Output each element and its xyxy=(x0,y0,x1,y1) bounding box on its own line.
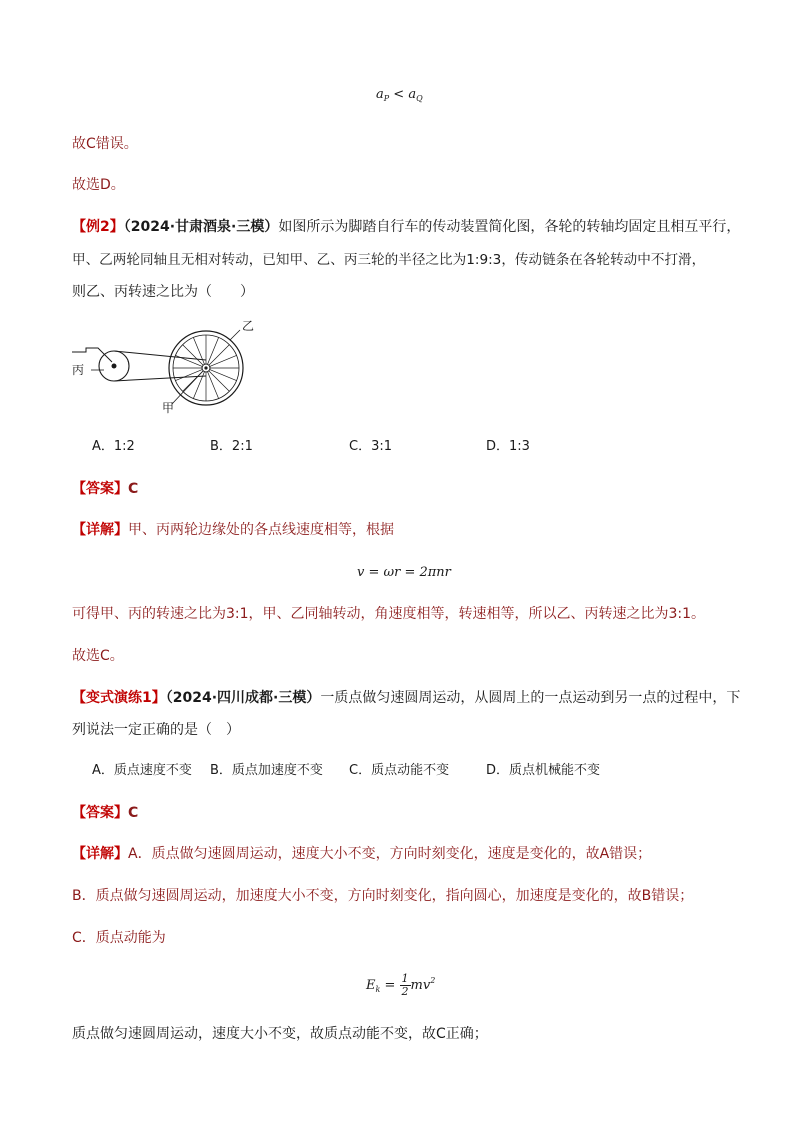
variant-tag: 【变式演练1】 xyxy=(72,690,166,706)
variant1-line1: 【变式演练1】（2024·四川成都·三模）一质点做匀速圆周运动，从圆周上的一点运动到另一点的过程中，下 xyxy=(72,690,741,706)
option-d: D．1:3 xyxy=(486,439,530,454)
example2-detail2: 可得甲、丙的转速之比为3:1，甲、乙同轴转动，角速度相等，转速相等，所以乙、丙转速之比为3:1。 xyxy=(72,606,706,622)
example2-answer: 【答案】C xyxy=(72,481,139,497)
example-tag: 【例2】 xyxy=(72,219,124,235)
example2-conclusion: 故选C。 xyxy=(72,648,124,664)
bicycle-transmission-figure xyxy=(72,318,272,418)
formula-ek: $E_k$ = $\frac{1}{2}$ $mv^2$ xyxy=(366,972,436,998)
variant1-detail-c2: 质点做匀速圆周运动，速度大小不变，故质点动能不变，故C正确； xyxy=(72,1026,488,1042)
example2-line1: 【例2】（2024·甘肃酒泉·三模）如图所示为脚踏自行车的传动装置简化图，各轮的转轴均固定且相互平行， xyxy=(72,219,741,235)
formula-ap-lt-aq: $a_P < a_Q$ xyxy=(376,87,423,103)
label-jia: 甲 xyxy=(162,401,175,415)
variant1-detail-a: 【详解】A．质点做匀速圆周运动，速度大小不变，方向时刻变化，速度是变化的，故A错误； xyxy=(72,846,652,862)
formula-v: v = ωr = 2πnr xyxy=(357,565,451,580)
variant-option-a: A．质点速度不变 xyxy=(92,763,192,778)
variant-option-b: B．质点加速度不变 xyxy=(210,763,323,778)
label-bing: 丙 xyxy=(72,363,85,377)
variant-option-c: C．质点动能不变 xyxy=(349,763,450,778)
option-a: A．1:2 xyxy=(92,439,135,454)
example2-detail: 【详解】甲、丙两轮边缘处的各点线速度相等，根据 xyxy=(72,522,394,538)
line-c-wrong: 故C错误。 xyxy=(72,136,138,152)
variant-source: （2024·四川成都·三模） xyxy=(165,690,321,706)
option-c: C．3:1 xyxy=(349,439,392,454)
variant1-line2: 列说法一定正确的是（ ） xyxy=(72,722,240,738)
example-source: （2024·甘肃酒泉·三模） xyxy=(123,219,279,235)
example2-line3: 则乙、丙转速之比为（ ） xyxy=(72,284,254,300)
variant-option-d: D．质点机械能不变 xyxy=(486,763,601,778)
variant1-answer: 【答案】C xyxy=(72,805,139,821)
variant1-detail-c: C．质点动能为 xyxy=(72,930,166,946)
example2-line2: 甲、乙两轮同轴且无相对转动，已知甲、乙、丙三轮的半径之比为1:9:3，传动链条在各轮转动中不打滑， xyxy=(72,252,706,268)
line-choose-d: 故选D。 xyxy=(72,177,125,193)
variant1-detail-b: B．质点做匀速圆周运动，加速度大小不变，方向时刻变化，指向圆心，加速度是变化的，故B错误； xyxy=(72,888,694,904)
label-yi: 乙 xyxy=(242,319,255,333)
option-b: B．2:1 xyxy=(210,439,253,454)
